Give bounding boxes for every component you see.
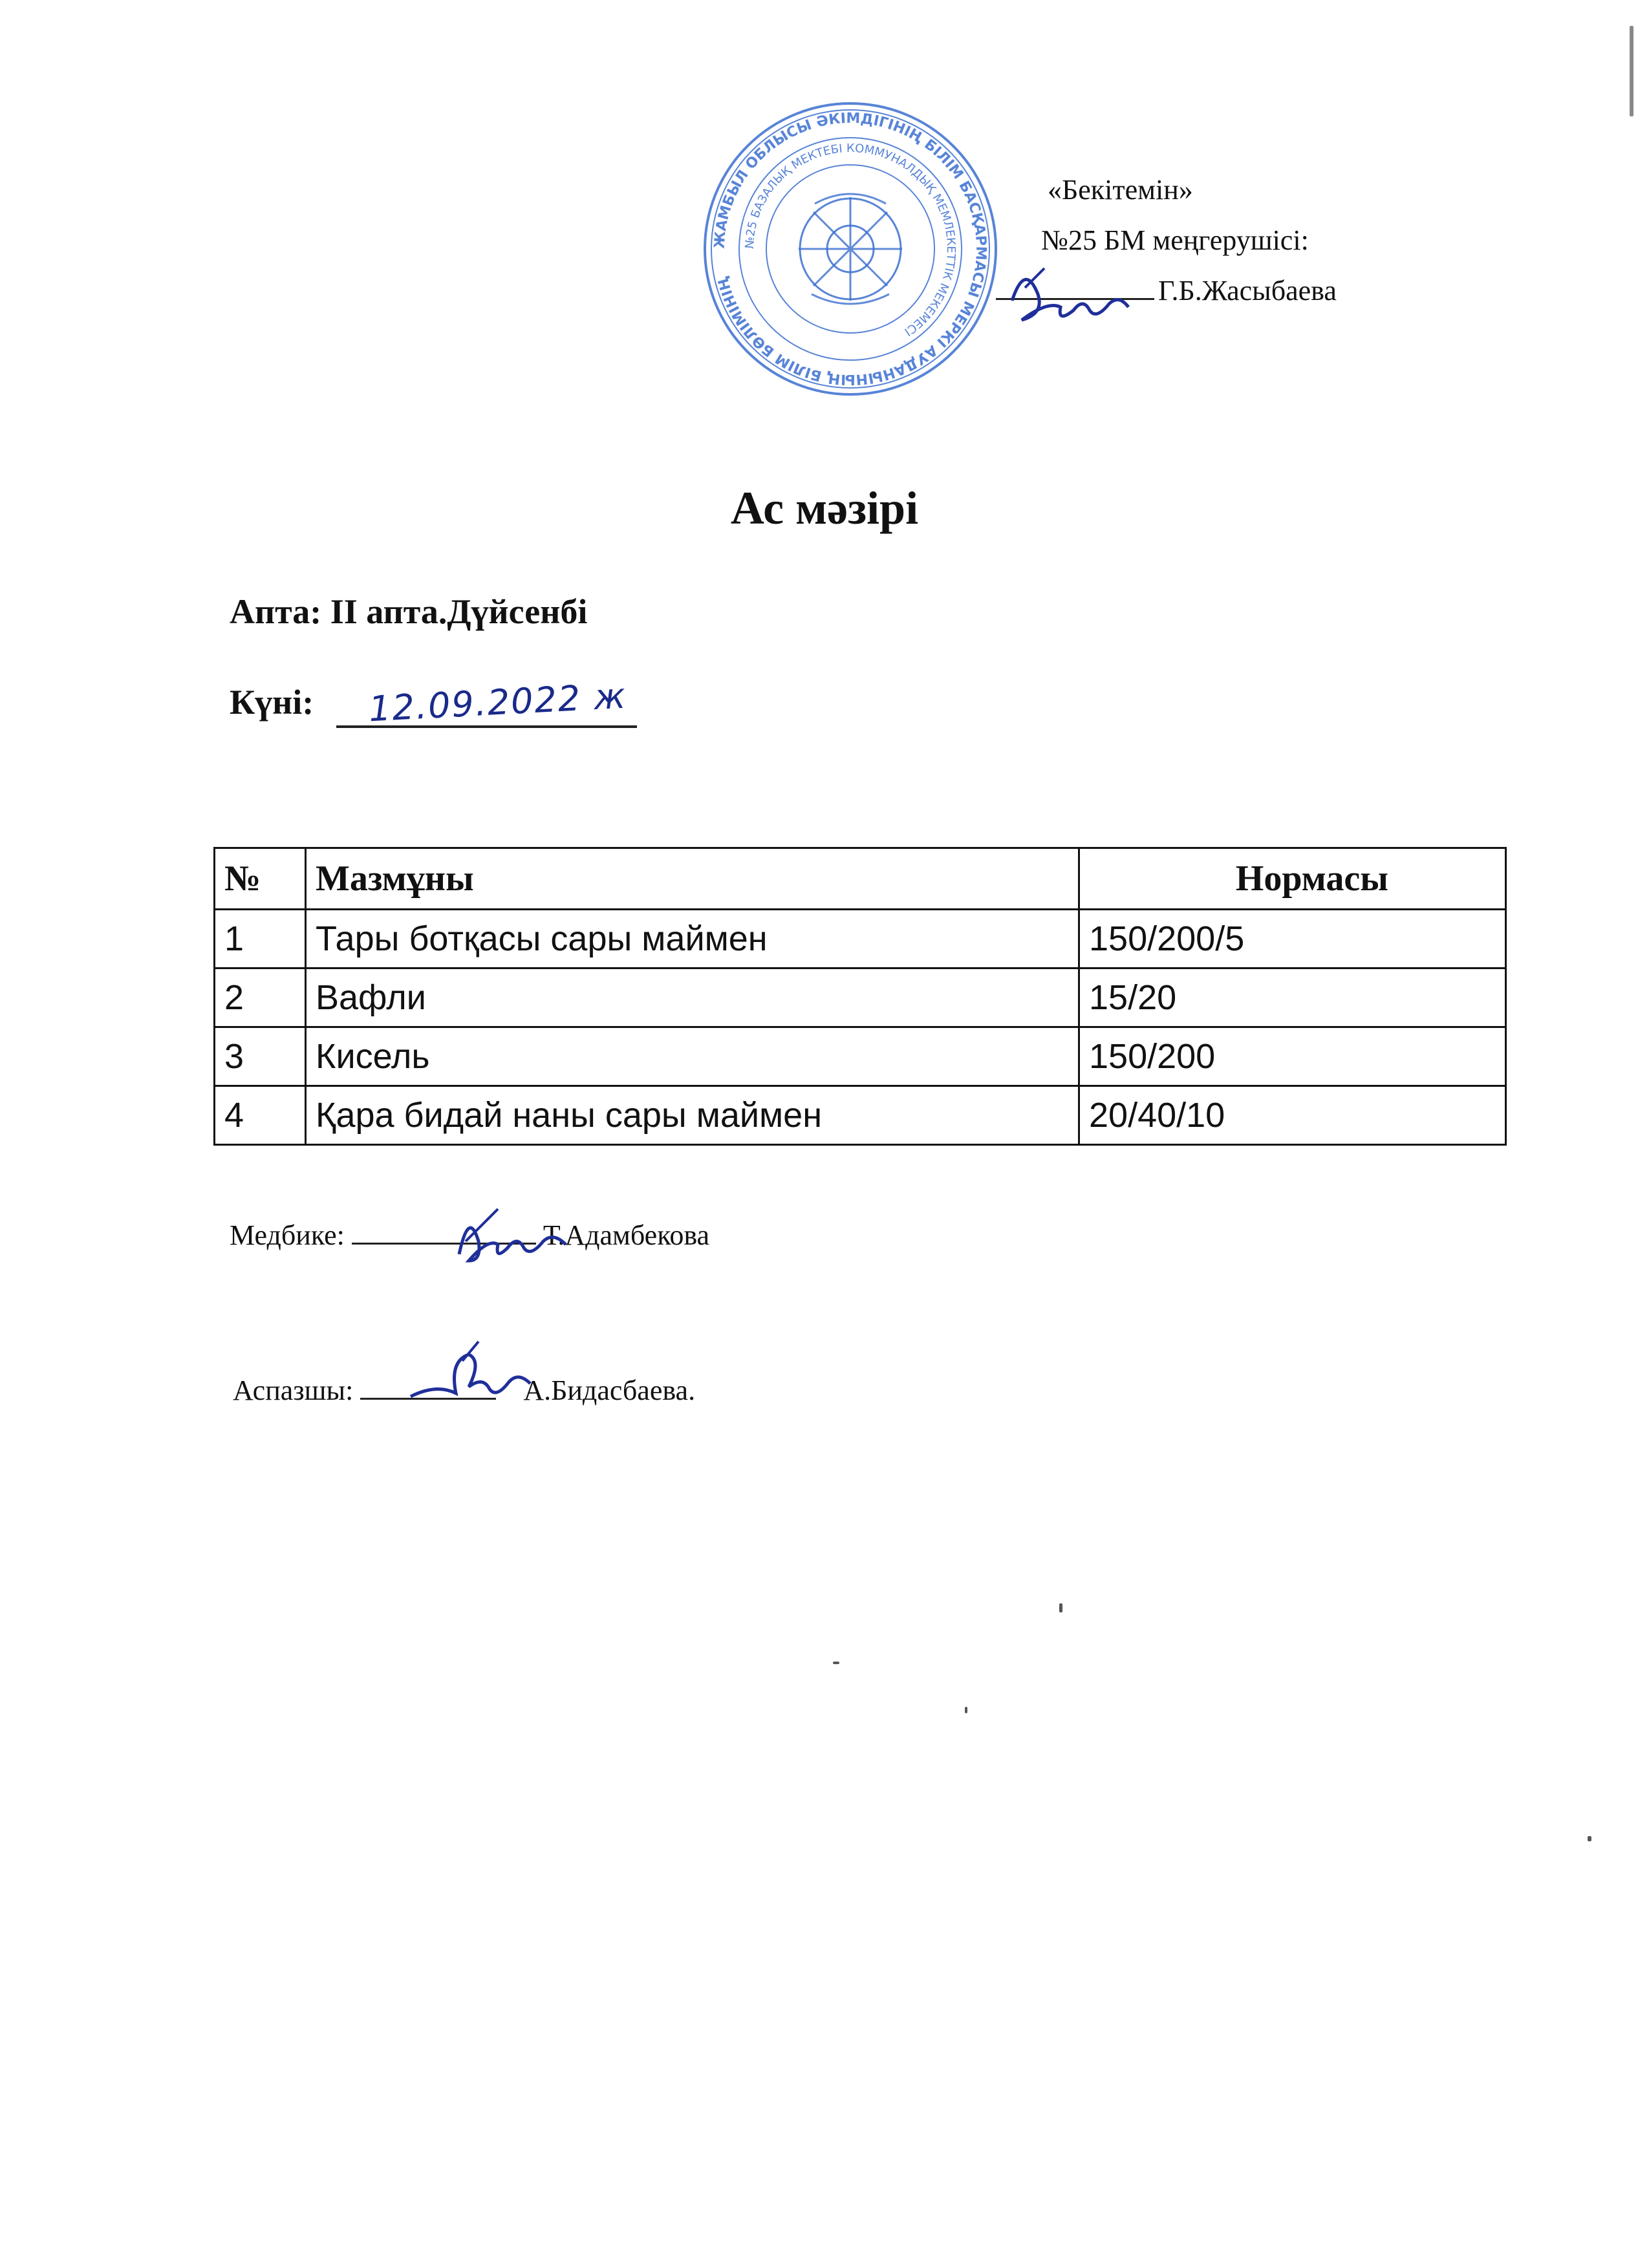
- row-num: 1: [215, 910, 306, 968]
- aspaz-signature-icon: [401, 1338, 550, 1429]
- row-norm: 15/20: [1079, 968, 1506, 1027]
- row-num: 4: [215, 1086, 306, 1145]
- aspaz-name: А.Бидасбаева.: [523, 1375, 696, 1406]
- date-value: 12.09.2022 ж: [367, 675, 628, 730]
- scan-speck: [833, 1662, 839, 1664]
- medbike-label: Медбике:: [230, 1219, 345, 1251]
- official-stamp: [702, 100, 999, 398]
- approval-position: №25 БМ меңгерушісі:: [1041, 224, 1309, 256]
- scan-edge: [1630, 26, 1633, 116]
- menu-table: [213, 847, 1507, 1146]
- week-label: Апта: ІІ апта.Дүйсенбі: [230, 592, 588, 631]
- medbike-signature-icon: [446, 1203, 588, 1274]
- approval-heading: «Бекітемін»: [1048, 174, 1193, 206]
- row-content: Тары ботқасы сары маймен: [306, 910, 1079, 968]
- table-row: [215, 1027, 1506, 1086]
- row-num: 3: [215, 1027, 306, 1086]
- table-row: [215, 1086, 1506, 1145]
- row-norm: 150/200/5: [1079, 910, 1506, 968]
- page-title: Ас мәзірі: [730, 482, 919, 534]
- scan-speck: [1588, 1836, 1591, 1841]
- director-name: Г.Б.Жасыбаева: [1158, 275, 1337, 306]
- header-num: №: [215, 848, 306, 910]
- stamp-outer-text: ЖАМБЫЛ ОБЛЫСЫ ӘКІМДІГІНІҢ БІЛІМ БАСҚАРМАСЫ МЕРКІ АУДАНЫНЫҢ БІЛІМ БӨЛІМІНІҢ: [711, 110, 989, 388]
- table-header-row: [215, 848, 1506, 910]
- row-norm: 150/200: [1079, 1027, 1506, 1086]
- row-num: 2: [215, 968, 306, 1027]
- medbike-name: Т.Адамбекова: [543, 1219, 710, 1251]
- date-label: Күні:: [230, 683, 314, 722]
- scan-speck: [965, 1707, 967, 1713]
- scan-speck: [1059, 1603, 1062, 1612]
- row-norm: 20/40/10: [1079, 1086, 1506, 1145]
- row-content: Вафли: [306, 968, 1079, 1027]
- table-row: [215, 968, 1506, 1027]
- row-content: Кисель: [306, 1027, 1079, 1086]
- aspaz-label: Аспазшы:: [233, 1375, 354, 1406]
- table-row: [215, 910, 1506, 968]
- emblem-icon: [799, 194, 902, 304]
- row-content: Қара бидай наны сары маймен: [306, 1086, 1079, 1145]
- stamp-inner-text: №25 БАЗАЛЫҚ МЕКТЕБІ КОММУНАЛДЫҚ МЕМЛЕКЕТТІК МЕКЕМЕСІ: [742, 141, 958, 339]
- director-signature-icon: [999, 255, 1161, 333]
- header-norm: Нормасы: [1079, 848, 1506, 910]
- header-content: Мазмұны: [306, 848, 1079, 910]
